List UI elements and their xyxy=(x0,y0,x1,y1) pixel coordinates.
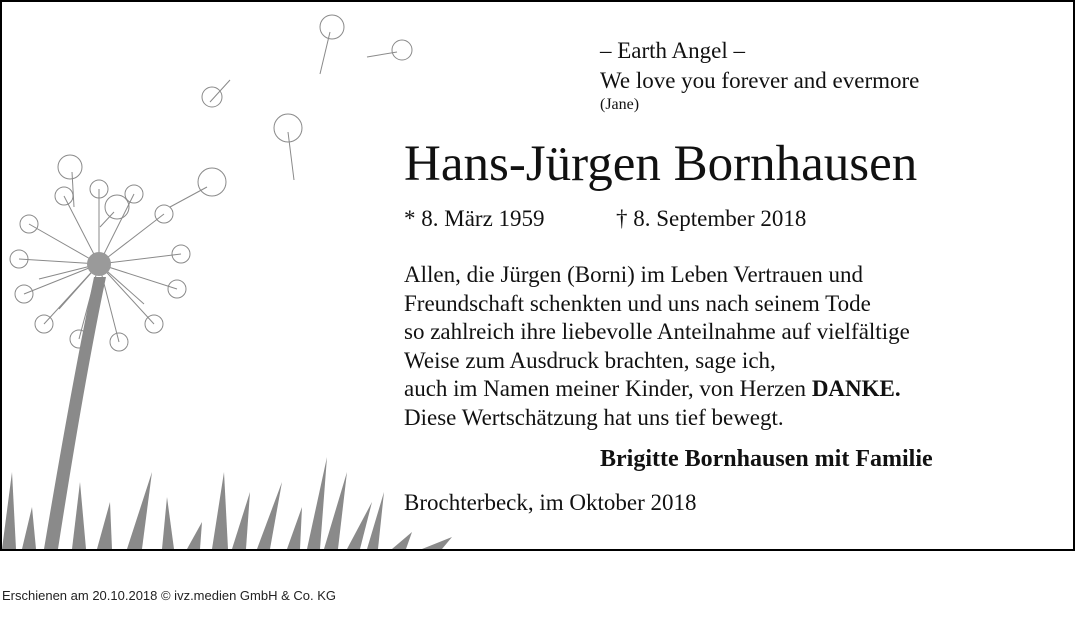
publication-footer: Erschienen am 20.10.2018 © ivz.medien GmbH & Co. KG xyxy=(2,588,337,603)
danke-emphasis: DANKE. xyxy=(811,376,901,401)
message-line: Freundschaft schenkten und uns nach seinem Tode xyxy=(404,290,871,316)
dandelion-stem xyxy=(44,277,106,549)
death-date: † 8. September 2018 xyxy=(616,206,807,231)
floating-seeds xyxy=(58,15,412,227)
place-date: Brochterbeck, im Oktober 2018 xyxy=(404,490,697,515)
quote-line: We love you forever and evermore xyxy=(600,68,920,93)
life-dates xyxy=(404,205,807,233)
deceased-name: Hans-Jürgen Bornhausen xyxy=(404,136,918,192)
thank-you-message xyxy=(404,261,910,432)
signature: Brigitte Bornhausen mit Familie xyxy=(600,446,933,472)
message-line: Weise zum Ausdruck brachten, sage ich, xyxy=(404,347,776,373)
message-line: Allen, die Jürgen (Borni) im Leben Vertrauen und xyxy=(404,262,864,287)
message-line: auch im Namen meiner Kinder, von Herzen xyxy=(404,376,812,401)
dandelion-illustration xyxy=(2,2,462,549)
memorial-quote xyxy=(600,36,919,114)
message-line: Diese Wertschätzung hat uns tief bewegt. xyxy=(404,404,784,430)
message-line: so zahlreich ihre liebevolle Anteilnahme auf vielfältige xyxy=(404,319,910,344)
quote-attribution: (Jane) xyxy=(600,96,640,113)
quote-title: – Earth Angel – xyxy=(600,38,745,63)
message-line-with-emphasis xyxy=(404,375,910,404)
birth-date: * 8. März 1959 xyxy=(404,206,545,231)
